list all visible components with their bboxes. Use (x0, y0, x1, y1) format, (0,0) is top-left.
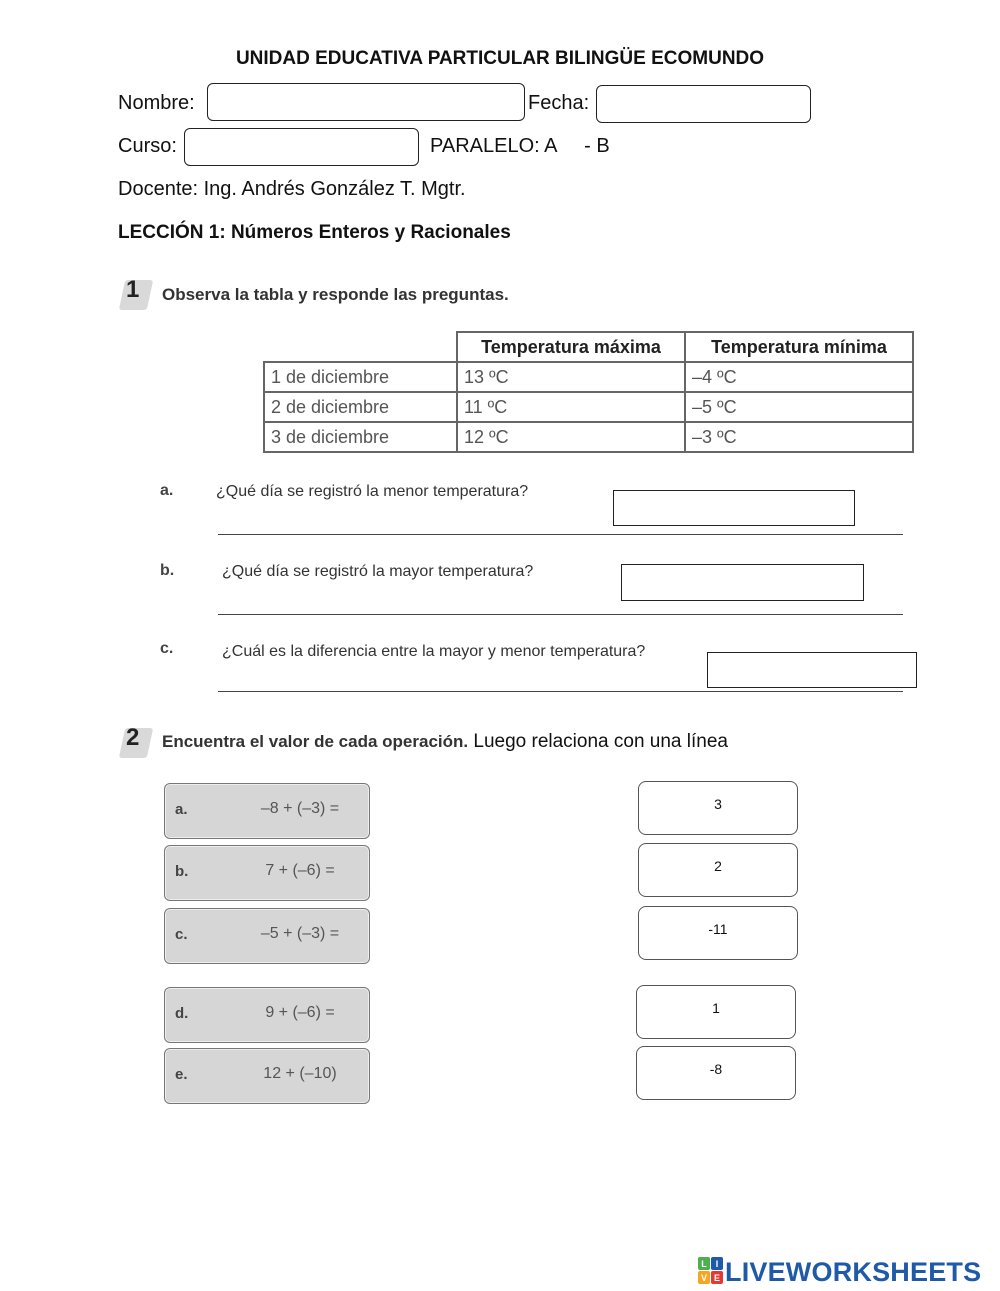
exercise-2-instruction-extra: Luego relaciona con una línea (468, 731, 728, 752)
result-box[interactable] (638, 781, 798, 835)
answer-line (218, 614, 903, 615)
teacher-label: Docente: Ing. Andrés González T. Mgtr. (118, 178, 466, 200)
operation-letter: b. (175, 863, 189, 880)
temperature-table (263, 331, 914, 453)
exercise-1-number: 1 (118, 276, 154, 312)
operation-expression: –5 + (–3) = (260, 925, 340, 942)
logo-letter-e: E (713, 1273, 721, 1283)
logo-letter-i: I (715, 1259, 719, 1269)
operation-e[interactable] (164, 1048, 370, 1104)
result-value: 3 (714, 796, 722, 812)
max-cell: 13 ºC (457, 362, 685, 392)
result-box[interactable] (636, 985, 796, 1039)
operation-expression: 9 + (–6) = (265, 1004, 335, 1021)
column-header-max: Temperatura máxima (457, 332, 685, 362)
exercise-1-instruction: Observa la tabla y responde las preguntas. (162, 285, 509, 304)
question-b-text: ¿Qué día se registró la mayor temperatura? (222, 563, 534, 580)
question-a-letter: a. (160, 482, 174, 499)
result-box[interactable] (638, 906, 798, 960)
result-value: -8 (709, 1061, 723, 1077)
max-cell: 11 ºC (457, 392, 685, 422)
column-header-min: Temperatura mínima (685, 332, 913, 362)
liveworksheets-logo-icon (698, 1257, 724, 1285)
lesson-title: LECCIÓN 1: Números Enteros y Racionales (118, 222, 511, 243)
min-cell: –5 ºC (685, 392, 913, 422)
date-input[interactable] (596, 85, 811, 123)
operation-expression: 7 + (–6) = (265, 862, 335, 879)
parallel-label: PARALELO: A - B (430, 135, 610, 157)
table-corner (264, 332, 457, 362)
course-label: Curso: (118, 135, 177, 157)
min-cell: –3 ºC (685, 422, 913, 452)
result-box[interactable] (638, 843, 798, 897)
logo-letter-l: L (701, 1259, 707, 1269)
operation-c[interactable] (164, 908, 370, 964)
answer-b-input[interactable] (621, 564, 864, 601)
table-row (264, 362, 913, 392)
day-cell: 3 de diciembre (264, 422, 457, 452)
result-value: -11 (708, 921, 728, 937)
liveworksheets-brand: LIVEWORKSHEETS (725, 1257, 982, 1287)
answer-a-input[interactable] (613, 490, 855, 526)
operation-letter: a. (175, 801, 188, 818)
question-b-letter: b. (160, 562, 175, 579)
logo-letter-v: V (700, 1273, 708, 1283)
operation-letter: e. (175, 1066, 188, 1083)
name-label: Nombre: (118, 92, 195, 114)
day-cell: 1 de diciembre (264, 362, 457, 392)
table-row (264, 422, 913, 452)
name-input[interactable] (207, 83, 525, 121)
exercise-2-instruction (162, 731, 728, 753)
operation-a[interactable] (164, 783, 370, 839)
answer-line (218, 691, 903, 692)
liveworksheets-logo (698, 1257, 982, 1290)
day-cell: 2 de diciembre (264, 392, 457, 422)
result-value: 1 (712, 1000, 720, 1016)
max-cell: 12 ºC (457, 422, 685, 452)
table-row (264, 392, 913, 422)
operation-expression: –8 + (–3) = (260, 800, 340, 817)
min-cell: –4 ºC (685, 362, 913, 392)
date-label: Fecha: (528, 92, 590, 114)
exercise-2-instruction-bold: Encuentra el valor de cada operación. (162, 732, 469, 751)
question-c-text: ¿Cuál es la diferencia entre la mayor y menor temperatura? (222, 643, 646, 660)
operation-expression: 12 + (–10) (263, 1065, 337, 1082)
school-title: UNIDAD EDUCATIVA PARTICULAR BILINGÜE ECOMUNDO (235, 48, 765, 69)
result-value: 2 (714, 858, 722, 874)
question-a-text: ¿Qué día se registró la menor temperatura? (216, 483, 529, 500)
operation-b[interactable] (164, 845, 370, 901)
answer-c-input[interactable] (707, 652, 917, 688)
exercise-2-number: 2 (118, 724, 154, 760)
table-header-row (264, 332, 913, 362)
result-box[interactable] (636, 1046, 796, 1100)
operation-d[interactable] (164, 987, 370, 1043)
answer-line (218, 534, 903, 535)
operation-letter: c. (175, 926, 188, 943)
question-c-letter: c. (160, 640, 174, 657)
course-input[interactable] (184, 128, 419, 166)
operation-letter: d. (175, 1005, 189, 1022)
